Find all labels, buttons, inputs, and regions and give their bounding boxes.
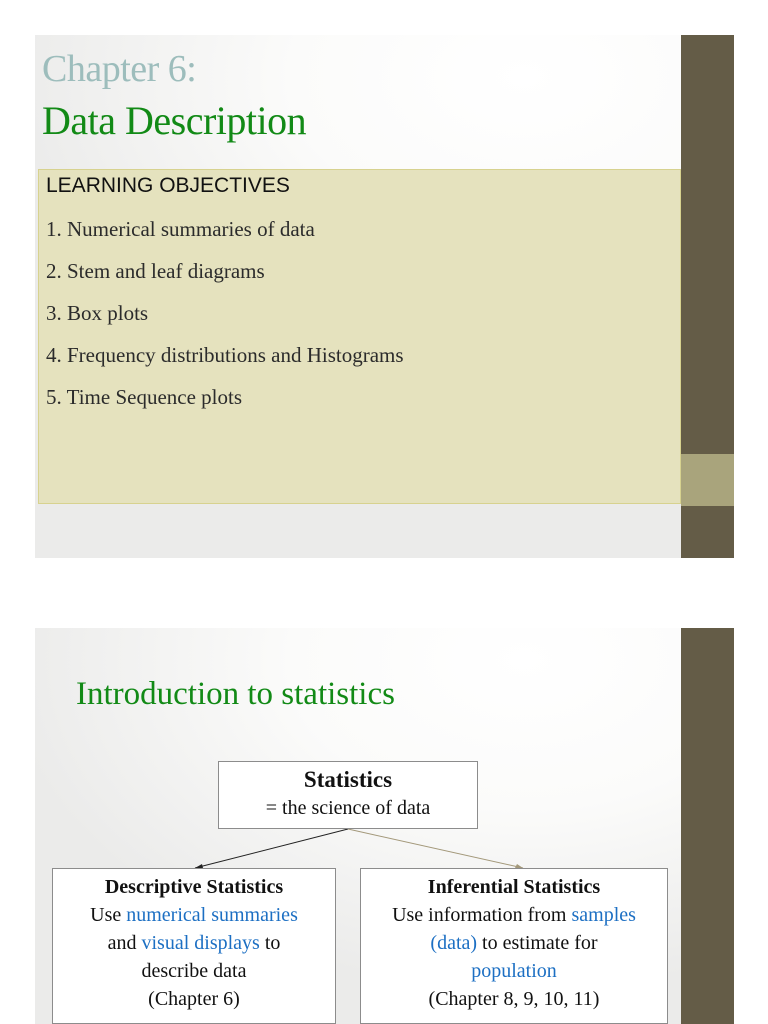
descriptive-text-to: to [264,932,281,954]
inferential-statistics-box [360,868,668,1024]
objectives-heading: LEARNING OBJECTIVES [46,174,290,197]
population-term: population [471,960,557,982]
descriptive-title: Descriptive Statistics [104,876,284,898]
slide-sidebar-accent [681,454,734,506]
descriptive-statistics-box [52,868,336,1024]
connector-to-inferential [348,829,523,868]
slide-sidebar-bar [681,628,734,1024]
objective-item: 1. Numerical summaries of data [46,217,315,241]
descriptive-text-use: Use [90,904,122,926]
visual-displays-term: visual displays [141,932,260,954]
inferential-chapter-ref: (Chapter 8, 9, 10, 11) [428,988,600,1010]
objective-item: 3. Box plots [46,301,149,325]
objectives-list [46,214,404,424]
chapter-label: Chapter 6: [42,48,197,90]
data-term: (data) [430,932,478,954]
inferential-line-3 [361,957,667,985]
inferential-text-estimate: to estimate for [482,932,598,954]
descriptive-chapter-ref: (Chapter 6) [148,988,240,1010]
slide-title: Introduction to statistics [76,676,395,712]
statistics-title: Statistics [303,767,393,792]
objective-item: 5. Time Sequence plots [46,385,243,409]
numerical-summaries-term: numerical summaries [126,904,298,926]
slide-chapter-6 [35,35,734,558]
descriptive-line-1 [53,901,335,929]
statistics-definition: = the science of data [265,797,431,819]
statistics-box [218,761,478,829]
slide-introduction [35,628,734,1024]
descriptive-line-3: describe data [141,960,247,982]
learning-objectives-box [38,169,681,504]
objective-item: 2. Stem and leaf diagrams [46,259,265,283]
inferential-line-2 [361,929,667,957]
inferential-text-use: Use information from [392,904,567,926]
samples-term: samples [571,904,636,926]
inferential-line-1 [361,901,667,929]
inferential-title: Inferential Statistics [427,876,601,898]
slide-title: Data Description [42,98,307,143]
descriptive-line-2 [53,929,335,957]
descriptive-text-and: and [107,932,137,954]
objective-item: 4. Frequency distributions and Histograms [46,343,404,367]
connector-to-descriptive [195,829,348,868]
